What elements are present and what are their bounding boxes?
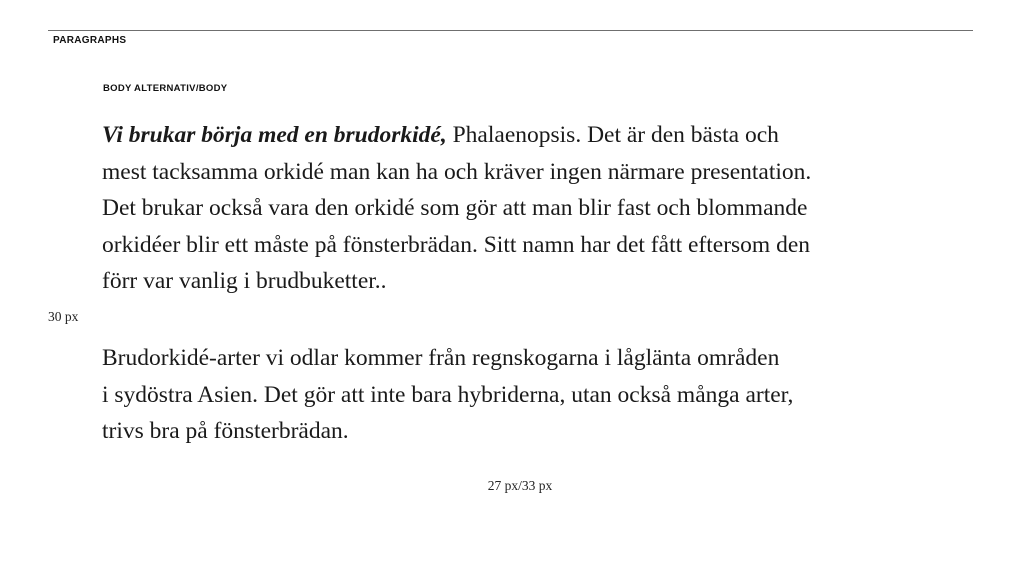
paragraph-2-line-2: i sydöstra Asien. Det gör att inte bara hybriderna, utan också många arter, <box>102 381 794 408</box>
paragraph-1-line-4: orkidéer blir ett måste på fönsterbrädan. Sitt namn har det fått eftersom den <box>102 231 811 258</box>
top-divider <box>48 30 973 31</box>
paragraph-1-lead: Vi brukar börja med en brudorkidé, <box>102 122 447 148</box>
font-size-annotation: 27 px/33 px <box>487 478 553 493</box>
sample-paragraph-1 <box>102 117 982 300</box>
paragraph-2-line-3: trivs bra på fönsterbrädan. <box>102 418 349 444</box>
paragraph-1-line-1 <box>102 117 982 154</box>
sample-paragraph-2 <box>102 340 982 450</box>
paragraph-2-line-1: Brudorkidé-arter vi odlar kommer från regnskogarna i låglänta områden <box>102 345 780 371</box>
paragraph-spacing-annotation: 30 px <box>48 309 79 324</box>
paragraph-1-line-5: förr var vanlig i brudbuketter.. <box>102 268 387 294</box>
section-title: PARAGRAPHS <box>53 35 127 46</box>
style-name-label: BODY ALTERNATIV/BODY <box>103 83 228 94</box>
paragraph-1-line-3: Det brukar också vara den orkidé som gör att man blir fast och blommande <box>102 195 808 221</box>
paragraph-1-line-1-rest: Phalaenopsis. Det är den bästa och <box>446 122 779 148</box>
paragraph-1-line-2: mest tacksamma orkidé man kan ha och kräver ingen närmare presentation. <box>102 158 812 185</box>
